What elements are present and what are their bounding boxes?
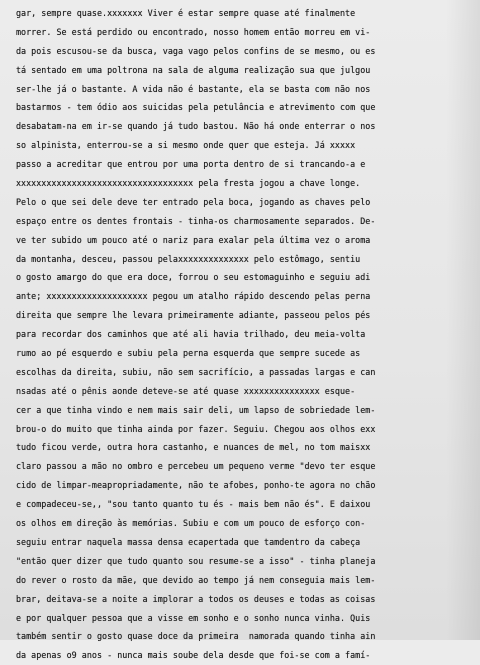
text-line: xxxxxxxxxxxxxxxxxxxxxxxxxxxxxxxxxxx pela fresta jogou a chave longe. [16,178,361,189]
text-line: da apenas o9 anos - nunca mais soube dela desde que foi-se com a famí- [16,650,371,661]
text-line: cer a que tinha vindo e nem mais sair deli, um lapso de sobriedade lem- [16,404,376,415]
text-line: "então quer dizer que tudo quanto sou resume-se a isso" - tinha planeja [16,555,376,566]
text-line: ve ter subido um pouco até o nariz para exalar pela última vez o aroma [16,234,371,245]
text-line: tá sentado em uma poltrona na sala de alguma realização sua que julgou [16,64,371,75]
text-line: seguiu entrar naquela massa densa ecapertada que tamdentro da cabeça [16,536,361,547]
text-line: rumo ao pé esquerdo e subiu pela perna esquerda que sempre sucede as [16,348,361,359]
text-line: e por qualquer pessoa que a visse em sonho e o sonho nunca vinha. Quis [16,612,371,623]
text-line: da montanha, desceu, passou pelaxxxxxxxxxxxxxx pelo estômago, sentiu [16,253,361,264]
text-line: Pelo o que sei dele deve ter entrado pela boca, jogando as chaves pelo [16,196,371,207]
text-line: nsadas até o pênis aonde deteve-se até quase xxxxxxxxxxxxxxx esque- [16,385,356,396]
text-line: escolhas da direita, subiu, não sem sacrifício, a passadas largas e can [16,366,376,377]
text-body [16,4,478,665]
text-line: da pois escusou-se da busca, vaga vago pelos confins de se mesmo, ou es [16,45,376,56]
text-line: tudo ficou verde, outra hora castanho, e nuances de mel, no tom maisxx [16,442,371,453]
text-line: gar, sempre quase.xxxxxxx Viver é estar sempre quase até finalmente [16,8,356,18]
text-line: cido de limpar-meapropriadamente, não te afobes, ponho-te agora no chão [16,480,376,491]
text-line: brar, deitava-se a noite a implorar a todos os deuses e todas as coisas [16,593,376,604]
text-line: passo a acreditar que entrou por uma porta dentro de si trancando-a e [16,159,366,170]
text-line: espaço entre os dentes frontais - tinha-os charmosamente separados. De- [16,215,376,226]
text-line: claro passou a mão no ombro e percebeu um pequeno verme "devo ter esque [16,461,376,472]
text-line: direita que sempre lhe levara primeiramente adiante, passeou pelos pés [16,310,371,321]
text-line: e compadeceu-se,, "sou tanto quanto tu és - mais bem não és". E daixou [16,499,371,510]
text-line: do rever o rosto da mãe, que devido ao tempo já nem conseguia mais lem- [16,574,376,585]
text-line: também sentir o gosto quase doce da primeira namorada quando tinha ain [16,631,376,642]
text-line: so alpinista, enterrou-se a si mesmo onde quer que esteja. Já xxxxx [16,140,356,151]
text-line: para recordar dos caminhos que até ali havia trilhado, deu meia-volta [16,329,366,340]
text-line: desabatam-na em ir-se quando já tudo bastou. Não há onde enterrar o nos [16,121,376,132]
text-line: morrer. Se está perdido ou encontrado, nosso homem então morreu em vi- [16,26,371,37]
text-line: bastarmos - tem ódio aos suicidas pela petulância e atrevimento com que [16,102,376,113]
text-line: ser-lhe já o bastante. A vida não é bastante, ela se basta com não nos [16,83,371,94]
text-line: ante; xxxxxxxxxxxxxxxxxxxx pegou um atalho rápido descendo pelas perna [16,291,371,302]
text-line: os olhos em direção às memórias. Subiu e com um pouco de esforço con- [16,518,366,529]
text-line: o gosto amargo do que era doce, forrou o seu estomaguinho e seguiu adi [16,272,371,283]
text-line: brou-o do muito que tinha ainda por fazer. Seguiu. Chegou aos olhos exx [16,423,376,434]
